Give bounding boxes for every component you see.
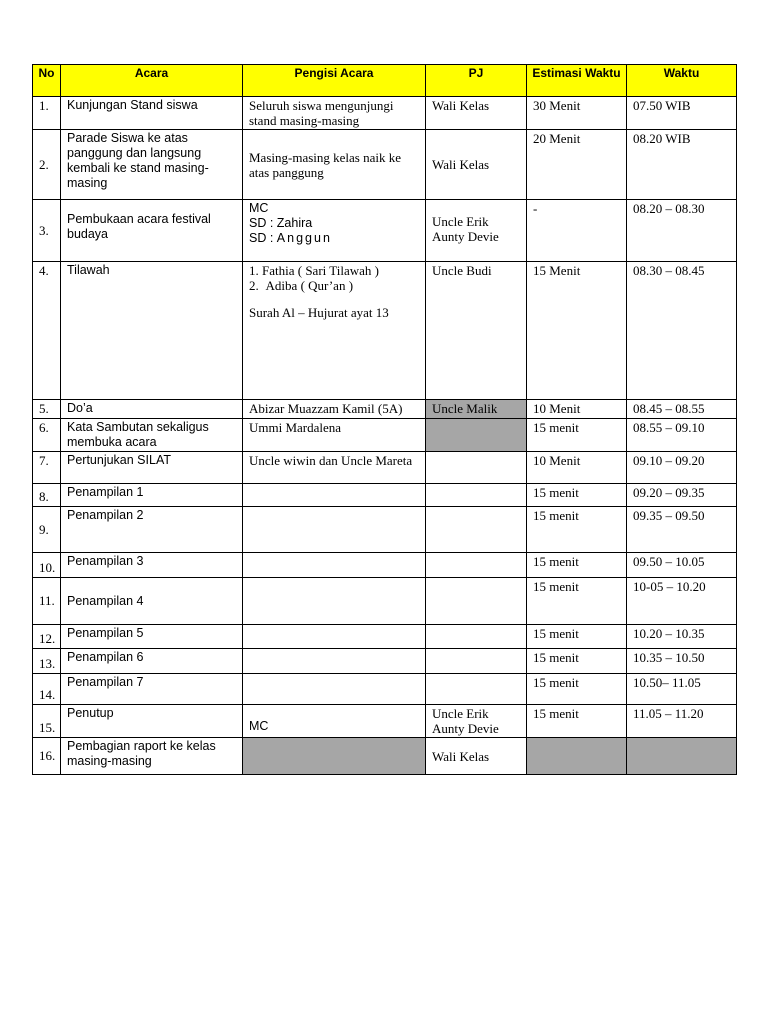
- estimasi-cell: 15 menit: [527, 674, 627, 705]
- header-acara: Acara: [61, 65, 243, 97]
- pengisi-cell: Uncle wiwin dan Uncle Mareta: [243, 452, 426, 484]
- pj-uncle-erik: Uncle Erik: [432, 214, 489, 229]
- acara-text: Kunjungan Stand siswa: [67, 98, 198, 112]
- estimasi-cell: [527, 738, 627, 775]
- pengisi-cell: [243, 262, 426, 400]
- pengisi-cell: [243, 578, 426, 625]
- waktu-cell: 07.50 WIB: [627, 97, 737, 130]
- estimasi-cell: 20 Menit: [527, 130, 627, 200]
- pengisi-cell: [243, 738, 426, 775]
- waktu-cell: 08.20 WIB: [627, 130, 737, 200]
- pj-cell: [426, 705, 527, 738]
- row-number: 13.: [33, 649, 61, 674]
- pengisi-surah: Surah Al – Hujurat ayat 13: [249, 305, 389, 320]
- estimasi-cell: 10 Menit: [527, 400, 627, 419]
- row-number: 1.: [33, 97, 61, 130]
- estimasi-cell: 15 menit: [527, 419, 627, 452]
- row-number: 14.: [33, 674, 61, 705]
- pengisi-adiba: Adiba ( Qur’an ): [265, 278, 354, 293]
- pengisi-zahira: SD : Zahira: [249, 216, 313, 230]
- pj-cell: [426, 200, 527, 262]
- pengisi-sd-label: SD :: [249, 231, 277, 245]
- row-number: 4.: [33, 262, 61, 400]
- pj-cell: [426, 419, 527, 452]
- schedule-table: [32, 64, 737, 775]
- pengisi-cell: [243, 507, 426, 553]
- pengisi-cell: Abizar Muazzam Kamil (5A): [243, 400, 426, 419]
- acara-cell: Do’a: [61, 400, 243, 419]
- acara-cell: Penampilan 2: [61, 507, 243, 553]
- waktu-cell: 08.45 – 08.55: [627, 400, 737, 419]
- table-row: [33, 200, 737, 262]
- waktu-cell: 11.05 – 11.20: [627, 705, 737, 738]
- pj-cell: [426, 507, 527, 553]
- table-row: [33, 452, 737, 484]
- estimasi-cell: 15 menit: [527, 705, 627, 738]
- pj-cell: [426, 452, 527, 484]
- waktu-cell: 09.10 – 09.20: [627, 452, 737, 484]
- waktu-cell: 10.35 – 10.50: [627, 649, 737, 674]
- estimasi-cell: 15 menit: [527, 507, 627, 553]
- acara-cell: Penampilan 1: [61, 484, 243, 507]
- row-number: 3.: [33, 200, 61, 262]
- estimasi-cell: 15 menit: [527, 484, 627, 507]
- waktu-cell: 08.20 – 08.30: [627, 200, 737, 262]
- pj-cell: [426, 578, 527, 625]
- row-number: 16.: [33, 738, 61, 775]
- estimasi-cell: 15 menit: [527, 625, 627, 649]
- waktu-cell: 08.55 – 09.10: [627, 419, 737, 452]
- estimasi-cell: 15 menit: [527, 553, 627, 578]
- table-row: [33, 625, 737, 649]
- estimasi-cell: 15 menit: [527, 578, 627, 625]
- pj-cell: [426, 649, 527, 674]
- row-number: 10.: [33, 553, 61, 578]
- pengisi-cell: [243, 200, 426, 262]
- acara-cell: Penampilan 6: [61, 649, 243, 674]
- table-row: [33, 400, 737, 419]
- waktu-cell: 10-05 – 10.20: [627, 578, 737, 625]
- acara-cell: [61, 97, 243, 130]
- table-row: [33, 97, 737, 130]
- pengisi-adiba-line: [249, 278, 419, 293]
- row-number: 12.: [33, 625, 61, 649]
- waktu-cell: 09.35 – 09.50: [627, 507, 737, 553]
- row-number: 9.: [33, 507, 61, 553]
- pj-cell: Wali Kelas: [426, 130, 527, 200]
- table-row: [33, 738, 737, 775]
- pengisi-mc: MC: [249, 201, 269, 215]
- pengisi-text: Seluruh siswa mengunjungi stand masing-masing: [249, 98, 394, 128]
- row-number: 11.: [33, 578, 61, 625]
- pengisi-fathia: 1. Fathia ( Sari Tilawah ): [249, 263, 379, 278]
- table-row: [33, 507, 737, 553]
- pengisi-cell: MC: [243, 705, 426, 738]
- estimasi-cell: 30 Menit: [527, 97, 627, 130]
- pj-cell: Wali Kelas: [426, 738, 527, 775]
- pj-cell: [426, 674, 527, 705]
- waktu-cell: [627, 738, 737, 775]
- acara-cell: Pertunjukan SILAT: [61, 452, 243, 484]
- waktu-cell: 10.20 – 10.35: [627, 625, 737, 649]
- waktu-cell: 09.50 – 10.05: [627, 553, 737, 578]
- acara-cell: Penutup: [61, 705, 243, 738]
- table-row: [33, 705, 737, 738]
- table-row: [33, 130, 737, 200]
- estimasi-cell: 10 Menit: [527, 452, 627, 484]
- pj-cell: [426, 484, 527, 507]
- row-number: 6.: [33, 419, 61, 452]
- estimasi-cell: 15 menit: [527, 649, 627, 674]
- header-pj: PJ: [426, 65, 527, 97]
- pengisi-cell: Ummi Mardalena: [243, 419, 426, 452]
- acara-cell: Penampilan 3: [61, 553, 243, 578]
- table-row: [33, 484, 737, 507]
- row-number: 5.: [33, 400, 61, 419]
- pj-cell: [426, 553, 527, 578]
- table-row: [33, 419, 737, 452]
- row-number: 2.: [33, 130, 61, 200]
- pengisi-cell: [243, 97, 426, 130]
- waktu-cell: 08.30 – 08.45: [627, 262, 737, 400]
- estimasi-cell: -: [527, 200, 627, 262]
- pj-cell: [426, 97, 527, 130]
- waktu-cell: 10.50– 11.05: [627, 674, 737, 705]
- table-row: [33, 553, 737, 578]
- pj-cell: [426, 625, 527, 649]
- pj-aunty-devie: Aunty Devie: [432, 229, 499, 244]
- acara-cell: Pembukaan acara festival budaya: [61, 200, 243, 262]
- table-row: [33, 649, 737, 674]
- pengisi-anggun: Anggun: [276, 231, 332, 245]
- pengisi-adiba-number: 2.: [249, 278, 259, 293]
- header-no: No: [33, 65, 61, 97]
- header-row: [33, 65, 737, 97]
- table-row: [33, 674, 737, 705]
- table-row: [33, 262, 737, 400]
- pj-cell: Uncle Budi: [426, 262, 527, 400]
- estimasi-cell: 15 Menit: [527, 262, 627, 400]
- pj-uncle-erik: Uncle Erik: [432, 706, 489, 721]
- pengisi-cell: [243, 625, 426, 649]
- acara-cell: Penampilan 5: [61, 625, 243, 649]
- pengisi-cell: [243, 674, 426, 705]
- row-number: 8.: [33, 484, 61, 507]
- pengisi-cell: [243, 553, 426, 578]
- pj-cell: Uncle Malik: [426, 400, 527, 419]
- header-pengisi-acara: Pengisi Acara: [243, 65, 426, 97]
- table-row: [33, 578, 737, 625]
- pengisi-anggun-line: [249, 231, 419, 246]
- pengisi-cell: [243, 484, 426, 507]
- acara-cell: Penampilan 4: [61, 578, 243, 625]
- pj-aunty-devie: Aunty Devie: [432, 721, 499, 736]
- acara-cell: Parade Siswa ke atas panggung dan langsung kembali ke stand masing-masing: [61, 130, 243, 200]
- pengisi-cell: [243, 649, 426, 674]
- pj-text: Wali Kelas: [432, 98, 490, 113]
- row-number: 15.: [33, 705, 61, 738]
- header-estimasi-waktu: Estimasi Waktu: [527, 65, 627, 97]
- acara-cell: Pembagian raport ke kelas masing-masing: [61, 738, 243, 775]
- waktu-cell: 09.20 – 09.35: [627, 484, 737, 507]
- acara-cell: Penampilan 7: [61, 674, 243, 705]
- acara-cell: Kata Sambutan sekaligus membuka acara: [61, 419, 243, 452]
- acara-cell: Tilawah: [61, 262, 243, 400]
- row-number: 7.: [33, 452, 61, 484]
- pengisi-cell: Masing-masing kelas naik ke atas panggung: [243, 130, 426, 200]
- header-waktu: Waktu: [627, 65, 737, 97]
